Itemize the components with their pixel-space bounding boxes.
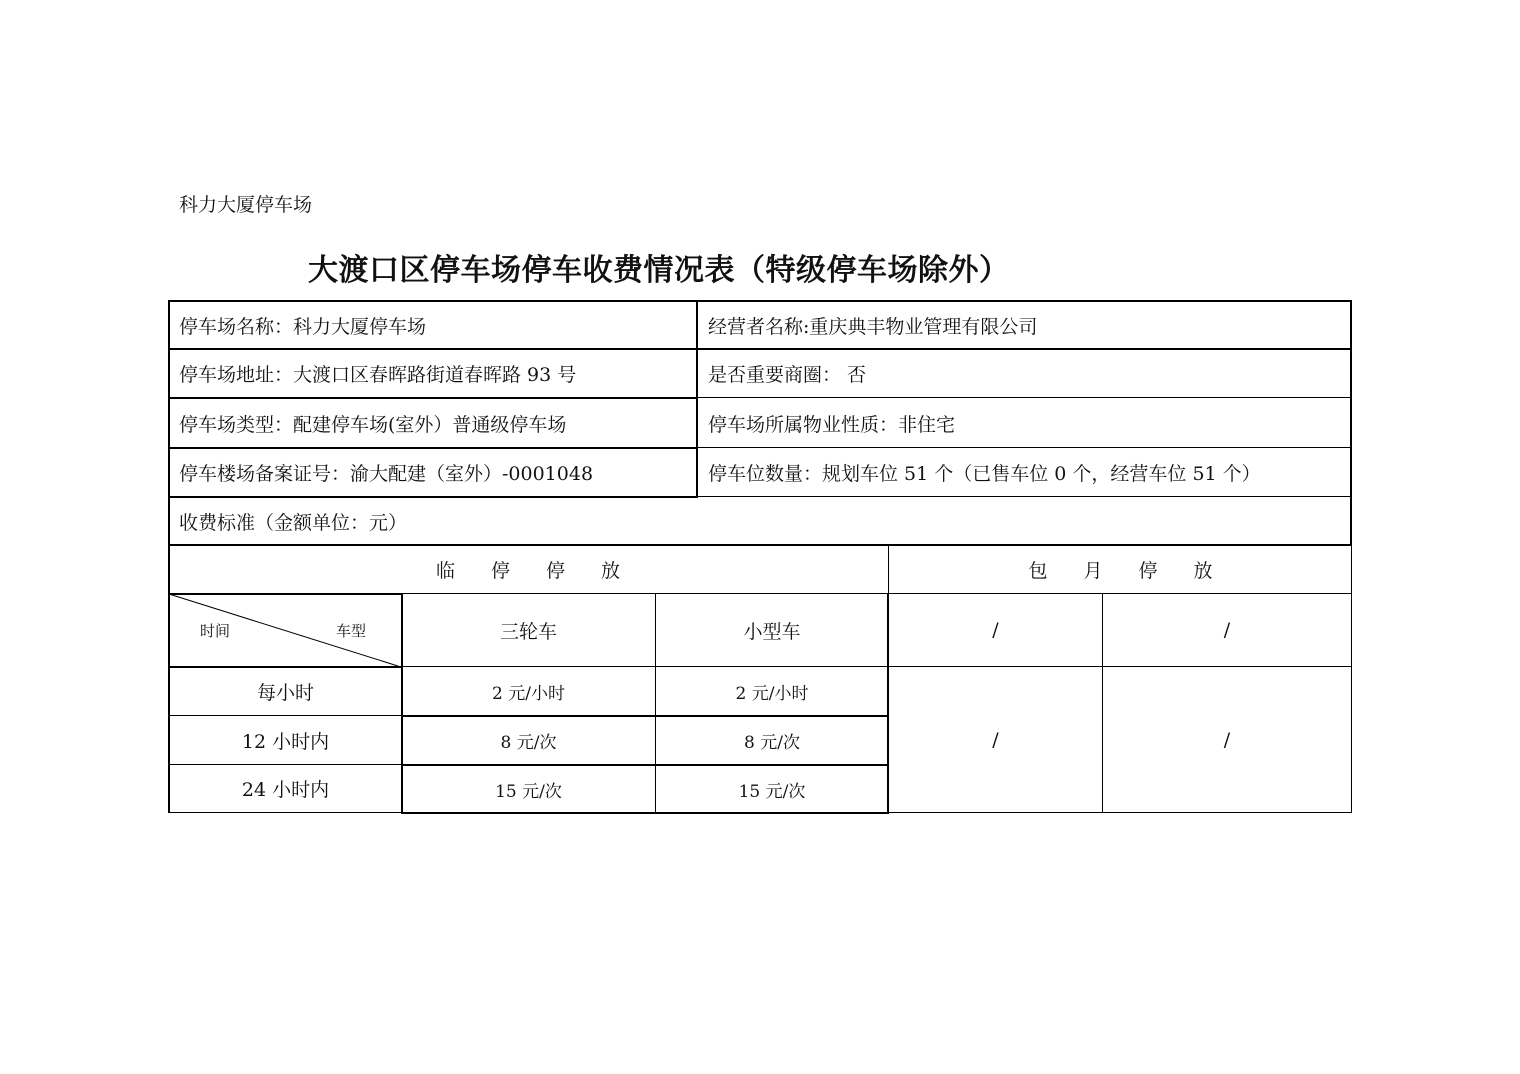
header-char: 放 <box>601 560 621 582</box>
vehicle-type-tricycle: 三轮车 <box>499 620 557 643</box>
row-line <box>889 812 1352 813</box>
row-line <box>697 397 1352 398</box>
row-line <box>697 496 1352 497</box>
header-char: 包 <box>1028 560 1048 582</box>
header-char: 放 <box>1193 560 1213 582</box>
header-char: 临 <box>435 560 455 582</box>
operator-cell: 经营者名称:重庆典丰物业管理有限公司 <box>708 315 1038 338</box>
fee-small-car-24h: 15 元/次 <box>738 781 806 802</box>
address-cell: 停车场地址：大渡口区春晖路街道春晖路 93 号 <box>179 364 577 386</box>
monthly-col-2: / <box>1223 619 1231 641</box>
fee-small-car-12h: 8 元/次 <box>744 733 800 753</box>
fee-tricycle-12h: 8 元/次 <box>500 733 557 753</box>
key-business-district-cell: 是否重要商圈： 否 <box>708 364 867 386</box>
period-24h: 24 小时内 <box>241 779 330 801</box>
fee-small-car-hourly: 2 元/小时 <box>735 684 809 704</box>
period-hourly: 每小时 <box>256 682 314 704</box>
fee-standard-cell: 收费标准（金额单位：元） <box>179 511 408 534</box>
lot-type-cell: 停车场类型：配建停车场(室外）普通级停车场 <box>179 413 567 436</box>
filing-number-cell: 停车楼场备案证号：渝大配建（室外）-0001048 <box>179 463 594 485</box>
fee-tricycle-hourly: 2 元/小时 <box>492 684 565 704</box>
header-char: 停 <box>490 560 510 582</box>
monthly-parking-header <box>889 546 1352 593</box>
monthly-col-1: / <box>992 619 999 641</box>
fee-tricycle-24h: 15 元/次 <box>495 781 562 802</box>
row-line <box>697 447 1352 448</box>
vehicle-type-small-car: 小型车 <box>743 620 801 643</box>
corner-vehicle-label: 车型 <box>336 622 367 640</box>
space-count-cell: 停车位数量：规划车位 51 个（已售车位 0 个，经营车位 51 个） <box>708 463 1261 485</box>
monthly-value-1: / <box>992 728 999 751</box>
row-line <box>402 812 889 814</box>
temporary-parking-header <box>168 546 888 593</box>
property-nature-cell: 停车场所属物业性质：非住宅 <box>708 413 956 436</box>
row-line <box>168 812 402 813</box>
lot-name-cell: 停车场名称：科力大厦停车场 <box>179 315 427 338</box>
period-12h: 12 小时内 <box>241 730 330 753</box>
parking-lot-name-label: 科力大厦停车场 <box>179 194 313 216</box>
header-char: 停 <box>546 560 566 582</box>
header-char: 停 <box>1138 560 1158 582</box>
document-title: 大渡口区停车场停车收费情况表（特级停车场除外） <box>308 253 1010 288</box>
monthly-value-2: / <box>1223 728 1231 751</box>
corner-time-label: 时间 <box>200 622 231 640</box>
header-char: 月 <box>1083 560 1103 582</box>
